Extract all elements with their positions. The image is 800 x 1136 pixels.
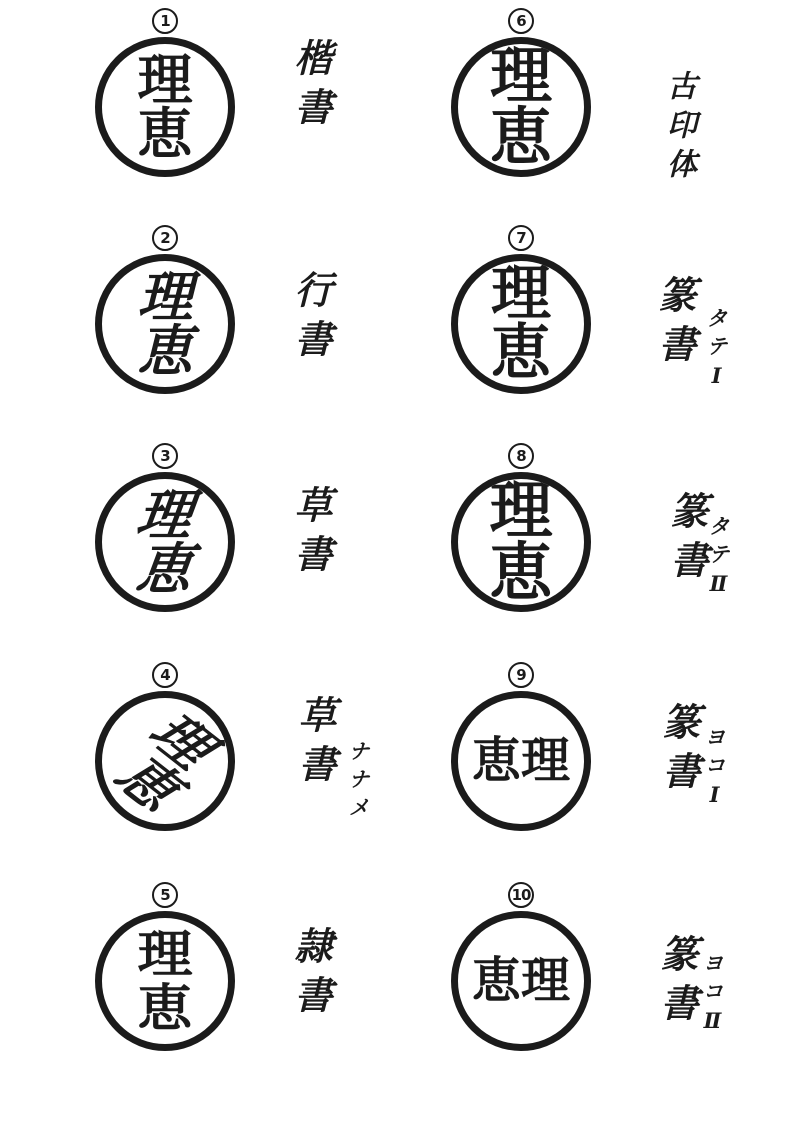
seal-character: 理 (133, 482, 197, 548)
seal-stamp (95, 911, 235, 1051)
seal-characters (489, 39, 552, 173)
circled-number: 2 (152, 225, 178, 251)
seal-character: 恵 (137, 318, 193, 383)
seal-sample-10 (451, 882, 725, 1051)
seal-stamp (451, 254, 591, 394)
circled-number: 1 (152, 8, 178, 34)
style-label: 草書 (292, 695, 337, 793)
seal-sample-2 (95, 225, 333, 394)
seal-character: 恵 (471, 951, 521, 1009)
seal-character: 理 (137, 264, 193, 330)
circled-number: 7 (508, 225, 534, 251)
seal-character: 理 (491, 259, 551, 330)
style-label: 行書 (288, 270, 333, 368)
style-sublabel: タテⅠ (704, 307, 729, 395)
circled-number: 6 (508, 8, 534, 34)
seal-character: 理 (137, 923, 193, 984)
circled-number: 9 (508, 662, 534, 688)
seal-sample-6 (451, 8, 696, 187)
seal-sample-1 (95, 8, 333, 177)
seal-characters (489, 474, 553, 609)
style-sublabel: ヨコⅠ (702, 726, 727, 814)
seal-characters (137, 923, 193, 1038)
seal-sample-3 (95, 443, 333, 612)
seal-sample-7 (451, 225, 729, 395)
seal-character: 恵 (137, 101, 193, 166)
seal-character: 理 (521, 951, 571, 1009)
style-label: 古印体 (661, 70, 696, 187)
style-label: 篆書 (652, 275, 697, 373)
seal-character: 恵 (489, 536, 553, 609)
seal-characters (471, 951, 571, 1009)
seal-character: 恵 (491, 318, 551, 388)
seal-character: 恵 (133, 536, 197, 601)
seal-stamp (451, 691, 591, 831)
seal-characters (133, 482, 197, 601)
seal-stamp (451, 911, 591, 1051)
style-label: 隷書 (288, 926, 333, 1024)
circled-number: 5 (152, 882, 178, 908)
seal-character: 恵 (103, 741, 194, 823)
style-sublabel: ヨコⅡ (700, 952, 725, 1040)
style-label: 草書 (288, 485, 333, 583)
seal-character: 恵 (489, 100, 552, 173)
style-label: 篆書 (664, 491, 709, 589)
seal-character: 恵 (137, 977, 193, 1038)
seal-character: 理 (137, 699, 227, 780)
seal-stamp (451, 472, 591, 612)
seal-stamp (95, 691, 235, 831)
seal-stamp (451, 37, 591, 177)
seal-sample-8 (451, 443, 731, 612)
seal-character: 理 (137, 47, 193, 113)
seal-characters (471, 731, 571, 789)
style-sublabel: タテⅡ (706, 515, 731, 603)
seal-stamp (95, 254, 235, 394)
seal-sample-5 (95, 882, 333, 1051)
seal-characters (103, 699, 227, 823)
style-label: 篆書 (656, 702, 701, 800)
seal-characters (137, 47, 193, 166)
style-sublabel: ナナメ (346, 740, 371, 824)
seal-stamp (95, 472, 235, 612)
seal-character: 恵 (471, 731, 521, 789)
seal-character: 理 (521, 731, 571, 789)
seal-sample-4 (95, 662, 371, 831)
style-label: 篆書 (654, 934, 699, 1032)
seal-character: 理 (489, 39, 552, 113)
style-label: 楷書 (288, 38, 333, 136)
circled-number: 10 (508, 882, 534, 908)
seal-characters (491, 259, 551, 388)
circled-number: 4 (152, 662, 178, 688)
seal-character: 理 (489, 474, 553, 548)
circled-number: 8 (508, 443, 534, 469)
seal-stamp (95, 37, 235, 177)
seal-characters (137, 264, 193, 383)
circled-number: 3 (152, 443, 178, 469)
seal-sample-9 (451, 662, 727, 831)
